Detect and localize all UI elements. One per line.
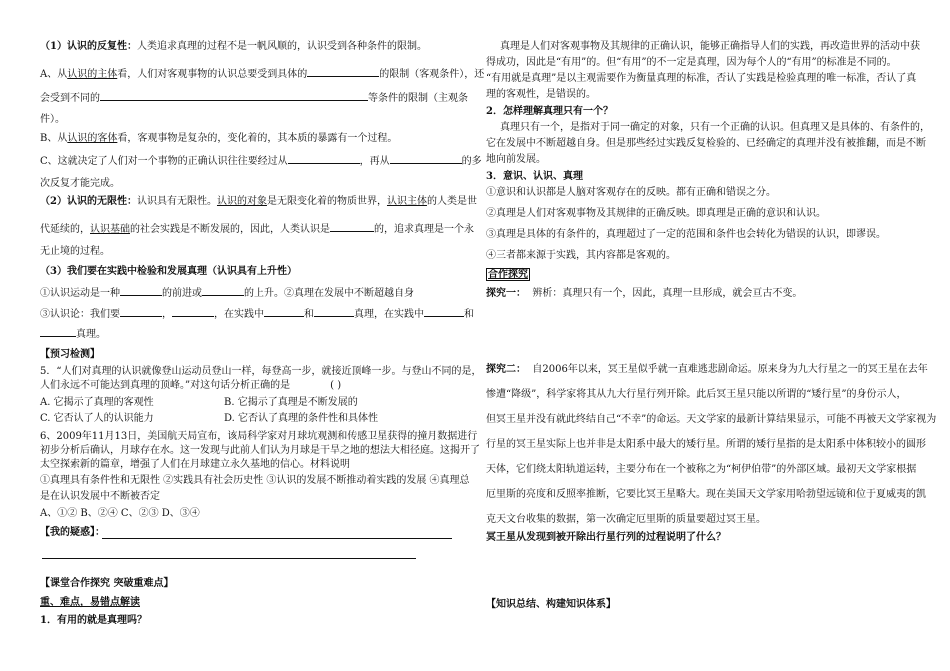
section-2-line-2: 代延续的，认识基础的社会实践是不断发展的，因此，人类认识是 的，追求真理是一个永: [40, 221, 474, 237]
fill-blank[interactable]: [120, 306, 162, 317]
section-2-title: （2）认识的无限性：: [40, 196, 137, 207]
answer-1-line-1: 真理是人们对客观事物及其规律的正确认识，能够正确指导人们的实践，再改造世界的活动中获: [500, 41, 920, 52]
question-6-line-2: 初步分析后确认，月球存在水。这一发现与此前人们认为月球是干旱之地的想法大相径庭。这揭开了: [40, 445, 480, 456]
point-c-line-1: C、这就决定了人们对一个事物的正确认识往往要经过从 ，再从 的多: [40, 153, 482, 169]
answer-2-line-3: 地向前发展。: [486, 154, 546, 165]
term-object: 认识的客体: [67, 133, 118, 144]
section-3-line-1: ①认识运动是一种 的前进或 的上升。②真理在发展中不断超越自身: [40, 285, 414, 301]
summary-heading: 【知识总结、构建知识体系】: [486, 599, 616, 610]
answer-3-item-3: ③真理是具体的有条件的，真理超过了一定的范围和条件也会转化为错误的认识，即谬误。: [486, 229, 886, 240]
exploration-2-line-6: 厄里斯的亮度和反照率推断，它要比冥王星略大。现在美国天文学家用哈勃望远镜和位于夏威夷的凯: [486, 489, 926, 500]
section-1-text: 人类追求真理的过程不是一帆风顺的，认识受到各种条件的限制。: [136, 41, 427, 52]
heading-3: 3．意识、认识、真理: [486, 171, 583, 182]
key-points-heading: 重、难点，易错点解读: [40, 597, 140, 608]
question-5-line-2: 人们永远不可能达到真理的顶峰。”对这句话分析正确的是 ( ): [40, 380, 342, 391]
doubt-line[interactable]: [42, 558, 416, 559]
exploration-2-line-2: 惨遭“降级”，科学家将其从九大行星行列开除。此后冥王星只能以所谓的“矮行星”的身份示人，: [486, 389, 907, 400]
answer-3-item-1: ①意识和认识都是人脑对客观存在的反映。都有正确和错误之分。: [486, 187, 776, 198]
section-2-line-3: 无止境的过程。: [40, 246, 110, 257]
fill-blank[interactable]: [314, 306, 354, 317]
exploration-2-question: 冥王星从发现到被开除出行星行列的过程说明了什么？: [486, 532, 726, 543]
fill-blank[interactable]: [100, 90, 368, 101]
question-5-line-1: 5．“人们对真理的认识就像登山运动员登山一样，每登高一步，就接近顶峰一步。与登山不同的是，: [40, 366, 482, 377]
fill-blank[interactable]: [40, 326, 76, 337]
heading-2: 2．怎样理解真理只有一个？: [486, 106, 613, 117]
cooperation-heading: 合作探究: [488, 269, 528, 280]
exploration-2-label: 探究二：: [486, 364, 526, 375]
class-heading: 【课堂合作探究 突破重难点】: [40, 578, 174, 589]
section-3-line-2: ③认识论：我们要 ， ，在实践中 和 真理，在实践中 和: [40, 306, 474, 322]
exploration-1-label: 探究一：: [486, 288, 526, 299]
answer-3-item-2: ②真理是人们对客观事物及其规律的正确反映。即真理是正确的意识和认识。: [486, 208, 826, 219]
point-a-line-1: A、从认识的主体看，人们对客观事物的认识总要受到具体的 的限制（客观条件），还: [40, 66, 484, 82]
doubt-label: 【我的疑惑】：: [40, 527, 105, 538]
question-5-option-a: A. 它揭示了真理的客观性: [40, 397, 154, 408]
preview-heading: 【预习检测】: [40, 349, 100, 360]
point-a-line-2: 会受到不同的 等条件的限制（主观条: [40, 90, 468, 106]
question-5-option-d: D. 它否认了真理的条件性和具体性: [224, 413, 379, 424]
question-6-line-1: 6、2009年11月13日，美国航天局宣布，该局科学家对月球坑观测和传感卫星获得的撞月数据进行: [40, 431, 478, 442]
section-2-line-1: （2）认识的无限性：认识具有无限性。认识的对象是无限变化着的物质世界，认识主体的人类是世: [40, 196, 477, 207]
fill-blank[interactable]: [264, 306, 304, 317]
answer-2-line-2: 它在发展中不断超越自身。但是那些经过实践反复检验的、已经确定的真理并没有被推翻，而是不断: [486, 138, 926, 149]
exploration-2-line-5: 天体，它们绕太阳轨道运转，主要分布在一个被称之为“柯伊伯带”的外部区域。最初天文学家根据: [486, 464, 917, 475]
section-1-title: （1）认识的反复性：: [40, 41, 137, 52]
exploration-1: 探究一： 辨析：真理只有一个，因此，真理一旦形成，就会亘古不变。: [486, 288, 803, 299]
question-6-line-3: 太空探索新的篇章，增强了人们在月球建立永久基地的信心。材料说明: [40, 459, 350, 470]
fill-blank[interactable]: [172, 306, 214, 317]
doubt-line[interactable]: [102, 538, 452, 539]
point-c-line-2: 次反复才能完成。: [40, 178, 120, 189]
fill-blank[interactable]: [288, 153, 360, 164]
question-6-options: A、①② B、②④ C、②③ D、③④: [40, 508, 200, 519]
answer-1-line-4: 理的客观性，是错误的。: [486, 89, 596, 100]
point-a-line-3: 件）。: [40, 114, 65, 125]
exploration-2-line-3: 但冥王星并没有就此终结自己“不幸”的命运。天文学家的最新计算结果显示，可能不再被天文学家视为: [486, 414, 937, 425]
answer-1-line-2: 得成功，因此是“有用”的。但“有用”的不一定是真理，因为每个人的“有用”的标准是不同的。: [486, 57, 897, 68]
exploration-2-line-4: 行星的冥王星实际上也并非是太阳系中最大的矮行星。所谓的矮行星指的是太阳系中体积较小的圆形: [486, 439, 926, 450]
section-3-title: （3）我们要在实践中检验和发展真理（认识具有上升性）: [40, 266, 297, 277]
fill-blank[interactable]: [307, 66, 379, 77]
question-6-line-5: 是在认识发展中不断被否定: [40, 491, 160, 502]
section-3-line-3: 真理。: [40, 326, 106, 342]
exploration-2-line-7: 克天文台收集的数据，第一次确定厄里斯的质量要超过冥王星。: [486, 514, 766, 525]
question-1: 1．有用的就是真理吗？: [40, 615, 147, 626]
fill-blank[interactable]: [202, 285, 244, 296]
answer-2-line-1: 真理只有一个，是指对于同一确定的对象，只有一个正确的认识。但真理又是具体的、有条件的，: [500, 122, 930, 133]
answer-1-line-3: “有用就是真理”是以主观需要作为衡量真理的标准，否认了实践是检验真理的唯一标准，否认了真: [486, 73, 917, 84]
answer-paren: ( ): [330, 380, 342, 391]
fill-blank[interactable]: [390, 153, 462, 164]
fill-blank[interactable]: [424, 306, 464, 317]
exploration-2-line-1: 探究二： 自2006年以来，冥王星似乎就一直难逃悲剧命运。原来身为九大行星之一的冥王星在去年: [486, 364, 928, 375]
point-b-line: B、从认识的客体看，客观事物是复杂的，变化着的，其本质的暴露有一个过程。: [40, 133, 398, 144]
question-5-option-c: C. 它否认了人的认识能力: [40, 413, 154, 424]
term-subject: 认识的主体: [67, 69, 118, 80]
question-6-line-4: ①真理具有条件性和无限性 ②实践具有社会历史性 ③认识的发展不断推动着实践的发展 ④真理总: [40, 475, 470, 486]
fill-blank[interactable]: [120, 285, 162, 296]
question-5-option-b: B. 它揭示了真理是不断发展的: [224, 397, 358, 408]
section-1-line: [40, 40, 427, 54]
answer-3-item-4: ④三者都来源于实践，其内容都是客观的。: [486, 250, 676, 261]
fill-blank[interactable]: [330, 221, 374, 232]
